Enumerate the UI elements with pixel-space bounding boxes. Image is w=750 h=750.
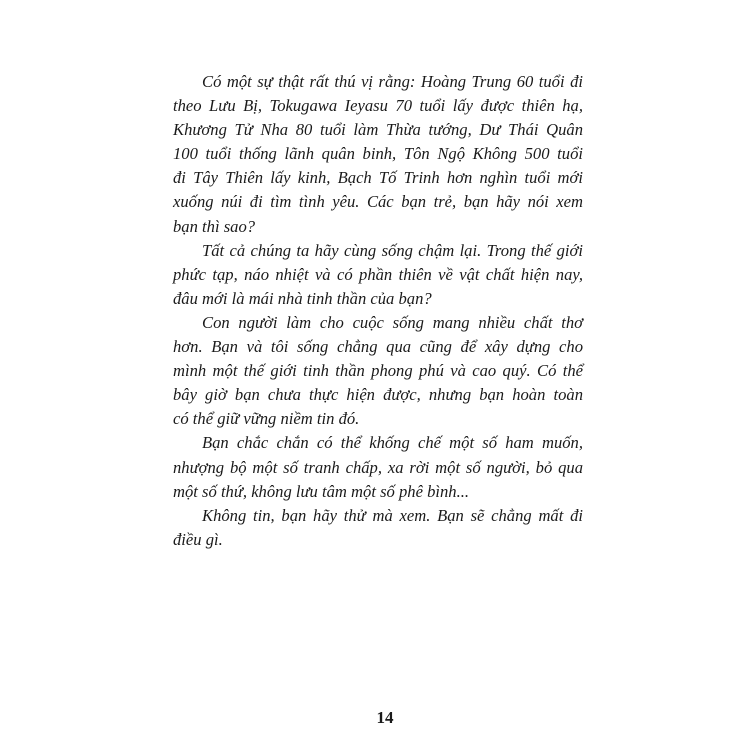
text-line: Bạn chắc chắn có thể khống chế một số ham muốn, (202, 433, 583, 453)
paragraph-5 (173, 504, 583, 552)
text-line: xuống núi đi tìm tình yêu. Các bạn trẻ, bạn hãy nói xem (173, 192, 583, 212)
text-line: mình một thế giới tinh thần phong phú và cao quý. Có thể (173, 361, 583, 381)
text-line: Có một sự thật rất thú vị rằng: Hoàng Trung 60 tuổi đi (202, 72, 583, 91)
text-line: điều gì. (173, 529, 223, 549)
text-line: hơn. Bạn và tôi sống chẳng qua cũng để xây dựng cho (173, 337, 583, 357)
text-line: Con người làm cho cuộc sống mang nhiều chất thơ (202, 312, 583, 332)
text-line: đâu mới là mái nhà tinh thần của bạn? (173, 288, 432, 308)
text-line: một số thứ, không lưu tâm một số phê bình... (173, 481, 470, 501)
text-line: Khương Tử Nha 80 tuổi làm Thừa tướng, Dư Thái Quân (173, 120, 583, 140)
text-line: theo Lưu Bị, Tokugawa Ieyasu 70 tuổi lấy được thiên hạ, (173, 96, 583, 116)
paragraph-2 (173, 239, 583, 311)
paragraph-4 (173, 431, 583, 503)
text-line: Tất cả chúng ta hãy cùng sống chậm lại. Trong thế giới (202, 240, 583, 260)
text-line: bạn thì sao? (173, 216, 256, 236)
paragraph-1 (173, 70, 583, 239)
text-line: phức tạp, náo nhiệt và có phần thiên về vật chất hiện nay, (173, 264, 583, 284)
text-line: Không tin, bạn hãy thử mà xem. Bạn sẽ chẳng mất đi (202, 505, 583, 525)
text-line: đi Tây Thiên lấy kinh, Bạch Tố Trinh hơn nghìn tuổi mới (173, 168, 583, 188)
text-line: bây giờ bạn chưa thực hiện được, nhưng bạn hoàn toàn (173, 385, 583, 405)
paragraph-3 (173, 311, 583, 431)
text-line: 100 tuổi thống lãnh quân binh, Tôn Ngộ Không 500 tuổi (173, 144, 583, 164)
text-line: nhượng bộ một số tranh chấp, xa rời một số người, bỏ qua (173, 457, 583, 477)
page-number: 14 (376, 708, 394, 727)
text-line: có thể giữ vững niềm tin đó. (173, 409, 360, 429)
body-text (173, 70, 583, 552)
